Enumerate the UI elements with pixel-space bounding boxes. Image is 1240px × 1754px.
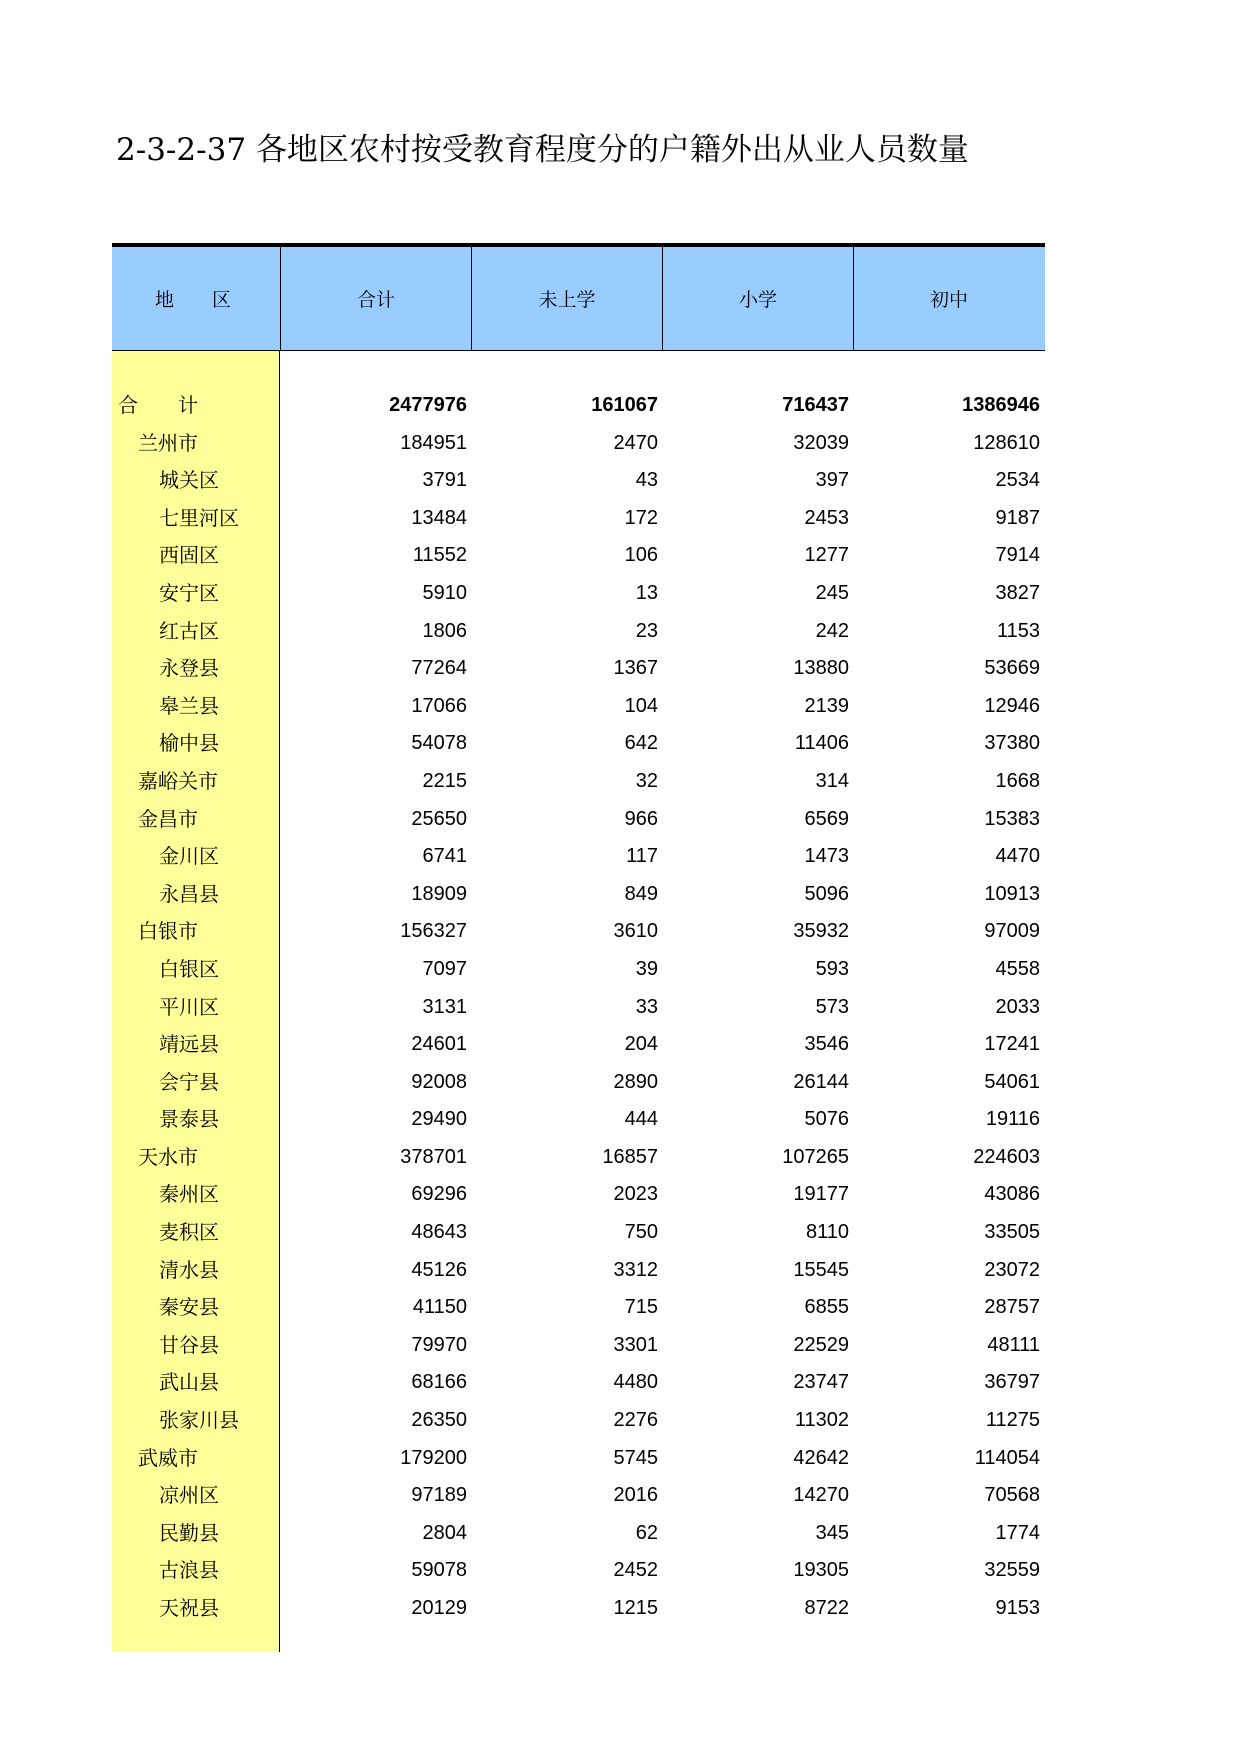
table-row [280,462,1045,500]
table-row [280,387,1045,425]
value-cell: 3301 [613,1333,658,1356]
value-cell: 17241 [984,1033,1040,1056]
value-cell: 41150 [412,1296,467,1319]
value-cell: 106 [624,544,658,567]
value-cell: 593 [815,957,849,980]
value-cell: 3610 [613,920,658,943]
value-cell: 13484 [411,506,467,529]
value-cell: 23072 [984,1258,1040,1281]
value-cell: 715 [624,1296,658,1319]
value-cell: 3827 [995,581,1040,604]
table-row [280,575,1045,613]
region-name: 西固区 [159,543,219,568]
region-name: 永昌县 [159,881,219,906]
table-row [280,500,1045,538]
region-name: 榆中县 [159,731,219,756]
region-name: 清水县 [159,1257,219,1282]
table-row [280,725,1045,763]
value-cell: 573 [815,995,849,1018]
table-row [280,989,1045,1027]
table-row [280,1552,1045,1590]
value-cell: 7914 [995,544,1040,567]
value-cell: 1277 [804,544,849,567]
value-cell: 3791 [422,469,467,492]
region-name: 会宁县 [159,1069,219,1094]
value-cell: 6741 [422,845,467,868]
value-cell: 2470 [613,431,658,454]
region-name: 秦州区 [159,1182,219,1207]
value-cell: 26350 [411,1409,467,1432]
value-cell: 25650 [411,807,467,830]
value-cell: 77264 [411,657,467,680]
value-cell: 1367 [613,657,658,680]
value-cell: 2804 [422,1521,467,1544]
region-name: 永登县 [159,656,219,681]
table-row [280,688,1045,726]
table-row [280,913,1045,951]
region-name: 靖远县 [159,1032,219,1057]
value-cell: 97189 [411,1484,467,1507]
value-cell: 48643 [411,1221,467,1244]
value-cell: 35932 [793,920,849,943]
value-cell: 23 [635,619,658,642]
value-cell: 7097 [422,957,467,980]
region-name: 凉州区 [159,1483,219,1508]
region-name: 武威市 [138,1445,198,1470]
value-cell: 1806 [422,619,467,642]
value-cell: 6855 [804,1296,849,1319]
value-cell: 19177 [793,1183,849,1206]
value-cell: 32039 [793,431,849,454]
table-row [280,838,1045,876]
value-cell: 1473 [804,845,849,868]
value-cell: 53669 [984,657,1040,680]
table-row [280,1176,1045,1214]
value-cell: 204 [624,1033,658,1056]
header-no-school: 未上学 [471,247,662,350]
value-cell: 6569 [804,807,849,830]
table-header [112,243,1045,351]
value-cell: 70568 [984,1484,1040,1507]
value-cell: 444 [624,1108,658,1131]
value-cell: 15545 [793,1258,849,1281]
table-body [112,351,1045,1652]
table-row [280,1139,1045,1177]
value-cell: 69296 [411,1183,467,1206]
table-row [280,1214,1045,1252]
value-cell: 9187 [995,506,1040,529]
value-cell: 13880 [793,657,849,680]
value-cell: 19305 [793,1559,849,1582]
region-name: 天祝县 [159,1596,219,1620]
value-cell: 966 [624,807,658,830]
value-cell: 12946 [984,694,1040,717]
value-cell: 33505 [984,1221,1040,1244]
table-row [280,650,1045,688]
region-name: 张家川县 [159,1408,239,1433]
value-cell: 79970 [411,1333,467,1356]
value-cell: 37380 [984,732,1040,755]
region-name: 甘谷县 [159,1332,219,1357]
region-name: 城关区 [159,468,219,493]
table-row [280,801,1045,839]
value-cell: 2023 [613,1183,658,1206]
table-row [280,1477,1045,1515]
region-name: 天水市 [138,1144,198,1169]
value-cell: 245 [815,581,849,604]
value-cell: 11406 [794,732,849,755]
value-cell: 97009 [984,920,1040,943]
value-cell: 68166 [411,1371,467,1394]
value-cell: 5096 [804,882,849,905]
table-row [280,537,1045,575]
value-cell: 19116 [985,1108,1040,1131]
region-name: 嘉峪关市 [138,768,218,793]
table-row [280,1064,1045,1102]
table-row [280,763,1045,801]
region-name: 古浪县 [159,1558,219,1583]
header-total: 合计 [280,247,471,350]
table-row [280,1515,1045,1553]
value-cell: 3546 [804,1033,849,1056]
value-cell: 23747 [793,1371,849,1394]
value-cell: 32 [635,769,658,792]
value-cell: 54061 [984,1070,1040,1093]
values-area [280,351,1045,1652]
value-cell: 242 [815,619,849,642]
value-cell: 4558 [995,957,1040,980]
value-cell: 8110 [805,1221,849,1244]
value-cell: 1386946 [962,394,1040,416]
value-cell: 39 [635,957,658,980]
value-cell: 92008 [411,1070,467,1093]
page-title: 2-3-2-37 各地区农村按受教育程度分的户籍外出从业人员数量 [116,132,969,168]
value-cell: 11275 [985,1409,1040,1432]
value-cell: 11552 [412,544,467,567]
value-cell: 17066 [411,694,467,717]
value-cell: 2534 [995,469,1040,492]
value-cell: 1215 [613,1597,658,1619]
value-cell: 179200 [400,1446,467,1469]
table-row [280,1402,1045,1440]
table-row [280,1440,1045,1478]
value-cell: 43086 [984,1183,1040,1206]
value-cell: 397 [815,469,849,492]
data-table [112,243,1045,1652]
table-row [280,951,1045,989]
value-cell: 2477976 [389,394,467,416]
table-row [280,425,1045,463]
value-cell: 161067 [591,394,658,416]
region-name: 金川区 [159,844,219,869]
region-name: 安宁区 [159,580,219,605]
header-junior-high: 初中 [853,247,1044,350]
value-cell: 3131 [422,995,467,1018]
value-cell: 43 [635,469,658,492]
value-cell: 5076 [804,1108,849,1131]
value-cell: 8722 [804,1597,849,1619]
value-cell: 2276 [613,1409,658,1432]
header-region: 地 区 [155,289,232,311]
value-cell: 4480 [613,1371,658,1394]
value-cell: 16857 [602,1145,658,1168]
value-cell: 224603 [973,1145,1040,1168]
value-cell: 10913 [984,882,1040,905]
region-name: 白银区 [159,956,219,981]
region-column [112,351,280,1652]
value-cell: 849 [624,882,658,905]
table-row [280,1101,1045,1139]
value-cell: 4470 [995,845,1040,868]
table-row [280,1289,1045,1327]
value-cell: 62 [635,1521,658,1544]
value-cell: 2452 [613,1559,658,1582]
value-cell: 642 [624,732,658,755]
region-name: 武山县 [159,1370,219,1395]
value-cell: 716437 [782,394,849,416]
value-cell: 2139 [804,694,849,717]
value-cell: 1774 [995,1521,1040,1544]
region-name: 景泰县 [159,1107,219,1132]
value-cell: 345 [815,1521,849,1544]
value-cell: 184951 [400,431,467,454]
table-row [280,1327,1045,1365]
value-cell: 117 [626,845,658,868]
value-cell: 1668 [995,769,1040,792]
value-cell: 54078 [411,732,467,755]
value-cell: 1153 [996,619,1040,642]
value-cell: 28757 [984,1296,1040,1319]
table-row [280,1590,1045,1628]
value-cell: 5910 [422,581,467,604]
value-cell: 114054 [974,1446,1040,1469]
value-cell: 32559 [984,1559,1040,1582]
region-name: 民勤县 [159,1520,219,1545]
value-cell: 13 [635,581,658,604]
region-name: 麦积区 [159,1220,219,1245]
value-cell: 156327 [400,920,467,943]
table-row [280,1026,1045,1064]
table-row [280,1364,1045,1402]
value-cell: 172 [624,506,658,529]
header-primary: 小学 [662,247,853,350]
value-cell: 14270 [793,1484,849,1507]
region-name: 七里河区 [159,505,239,530]
value-cell: 750 [624,1221,658,1244]
region-name: 红古区 [159,618,219,643]
value-cell: 2033 [995,995,1040,1018]
region-name: 皋兰县 [159,693,219,718]
value-cell: 42642 [793,1446,849,1469]
value-cell: 104 [624,694,658,717]
table-row [280,1252,1045,1290]
table-row [280,613,1045,651]
value-cell: 59078 [411,1559,467,1582]
value-cell: 2215 [422,769,467,792]
value-cell: 29490 [411,1108,467,1131]
region-name: 秦安县 [159,1295,219,1320]
table-row [280,876,1045,914]
value-cell: 314 [815,769,849,792]
value-cell: 15383 [984,807,1040,830]
value-cell: 128610 [973,431,1040,454]
value-cell: 2890 [613,1070,658,1093]
value-cell: 9153 [995,1597,1040,1619]
value-cell: 36797 [984,1371,1040,1394]
value-cell: 18909 [411,882,467,905]
value-cell: 11302 [794,1409,849,1432]
region-name: 金昌市 [138,806,198,831]
value-cell: 22529 [793,1333,849,1356]
region-name: 白银市 [138,919,198,944]
region-name: 平川区 [159,994,219,1019]
value-cell: 107265 [782,1145,849,1168]
value-cell: 45126 [411,1258,467,1281]
value-cell: 2453 [804,506,849,529]
value-cell: 24601 [411,1033,467,1056]
value-cell: 48111 [987,1333,1040,1356]
value-cell: 3312 [613,1258,658,1281]
value-cell: 378701 [400,1145,467,1168]
value-cell: 26144 [793,1070,849,1093]
region-name: 兰州市 [138,430,198,455]
value-cell: 20129 [411,1597,467,1619]
value-cell: 2016 [613,1484,658,1507]
region-name: 合 计 [118,393,198,417]
value-cell: 33 [635,995,658,1018]
value-cell: 5745 [613,1446,658,1469]
